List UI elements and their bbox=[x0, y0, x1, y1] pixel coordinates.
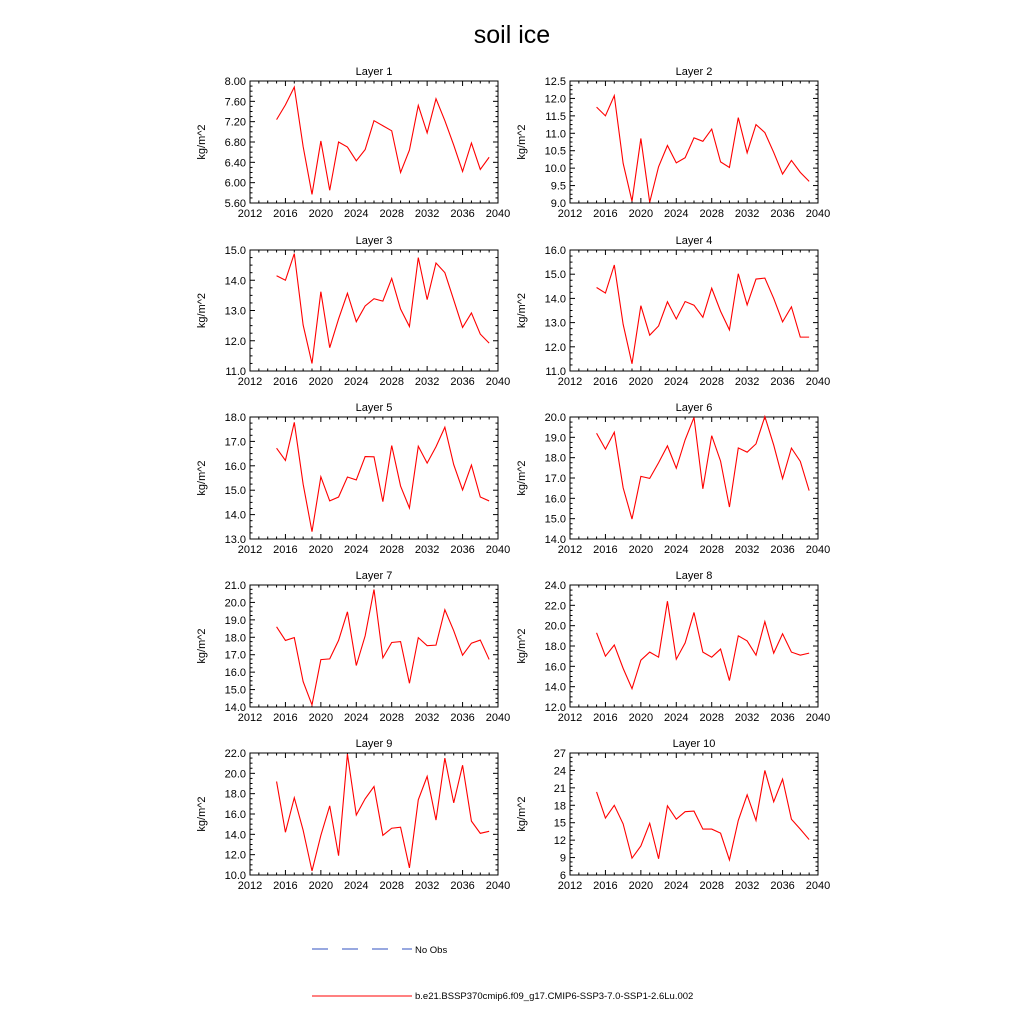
x-tick-label: 2040 bbox=[485, 880, 511, 892]
x-tick-label: 2016 bbox=[593, 208, 618, 220]
y-tick-label: 15.0 bbox=[224, 684, 246, 697]
x-tick-label: 2028 bbox=[699, 208, 724, 220]
x-tick-label: 2040 bbox=[805, 712, 831, 724]
series-line bbox=[597, 601, 810, 688]
series-line bbox=[277, 754, 490, 871]
y-tick-label: 12.0 bbox=[544, 341, 566, 354]
y-tick-label: 18.0 bbox=[224, 412, 246, 424]
y-tick-label: 17.0 bbox=[544, 473, 566, 485]
panel-layer-1 bbox=[196, 66, 510, 220]
y-tick-label: 20.0 bbox=[224, 768, 246, 781]
x-tick-label: 2012 bbox=[557, 376, 583, 388]
y-tick-label: 16.0 bbox=[224, 460, 246, 473]
x-tick-label: 2016 bbox=[593, 544, 618, 556]
x-tick-label: 2016 bbox=[273, 880, 298, 892]
x-tick-label: 2040 bbox=[805, 880, 831, 892]
y-tick-label: 16.0 bbox=[544, 245, 566, 257]
x-tick-label: 2016 bbox=[593, 712, 618, 724]
x-tick-label: 2032 bbox=[734, 544, 760, 556]
plot-frame bbox=[250, 585, 498, 707]
x-tick-label: 2016 bbox=[273, 376, 298, 388]
x-tick-label: 2036 bbox=[450, 376, 475, 388]
series-line bbox=[277, 254, 490, 364]
x-tick-label: 2012 bbox=[237, 208, 263, 220]
x-tick-label: 2020 bbox=[628, 376, 654, 388]
y-tick-label: 6.40 bbox=[224, 157, 246, 170]
x-tick-label: 2040 bbox=[485, 544, 511, 556]
panel-layer-7 bbox=[196, 570, 510, 724]
x-tick-label: 2032 bbox=[734, 376, 760, 388]
x-tick-label: 2016 bbox=[273, 712, 298, 724]
x-tick-label: 2024 bbox=[664, 880, 689, 892]
panel-layer-4 bbox=[516, 235, 830, 388]
x-tick-label: 2020 bbox=[628, 544, 654, 556]
y-tick-label: 15 bbox=[553, 817, 566, 830]
x-tick-label: 2036 bbox=[770, 208, 795, 220]
x-tick-label: 2040 bbox=[805, 544, 831, 556]
x-tick-label: 2040 bbox=[805, 376, 831, 388]
panel-title: Layer 9 bbox=[355, 738, 393, 750]
plot-frame bbox=[570, 585, 818, 707]
series-line bbox=[277, 590, 490, 705]
x-tick-label: 2012 bbox=[237, 880, 263, 892]
y-tick-label: 12.0 bbox=[544, 702, 566, 714]
panel-layer-5 bbox=[196, 402, 510, 556]
x-tick-label: 2012 bbox=[237, 712, 263, 724]
y-tick-label: 6.00 bbox=[224, 177, 246, 190]
x-tick-label: 2028 bbox=[379, 712, 404, 724]
y-axis-label: kg/m^2 bbox=[196, 628, 208, 664]
plot-frame bbox=[570, 753, 818, 875]
y-tick-label: 17.0 bbox=[224, 649, 246, 662]
x-tick-label: 2032 bbox=[414, 712, 440, 724]
x-tick-label: 2012 bbox=[237, 376, 263, 388]
y-axis-label: kg/m^2 bbox=[516, 124, 528, 160]
panel-title: Layer 10 bbox=[672, 738, 716, 750]
plot-frame bbox=[250, 250, 498, 371]
y-tick-label: 10.5 bbox=[544, 145, 566, 158]
y-tick-label: 14.0 bbox=[544, 681, 566, 694]
y-tick-label: 27 bbox=[553, 748, 566, 760]
y-tick-label: 21.0 bbox=[224, 580, 246, 592]
y-axis-label: kg/m^2 bbox=[196, 292, 208, 329]
x-tick-label: 2024 bbox=[344, 880, 369, 892]
series-line bbox=[597, 417, 810, 519]
y-axis-label: kg/m^2 bbox=[516, 460, 528, 496]
series-line bbox=[597, 770, 810, 859]
x-tick-label: 2012 bbox=[557, 208, 583, 220]
x-tick-label: 2032 bbox=[414, 208, 440, 220]
y-tick-label: 12.5 bbox=[544, 76, 566, 88]
y-tick-label: 16.0 bbox=[224, 809, 246, 821]
y-tick-label: 12 bbox=[553, 835, 566, 848]
y-tick-label: 20.0 bbox=[544, 412, 566, 424]
x-tick-label: 2040 bbox=[485, 208, 511, 220]
x-tick-label: 2036 bbox=[770, 880, 795, 892]
x-tick-label: 2040 bbox=[485, 376, 511, 388]
y-axis-label: kg/m^2 bbox=[196, 460, 208, 496]
x-tick-label: 2036 bbox=[770, 544, 795, 556]
series-line bbox=[277, 422, 490, 531]
y-tick-label: 5.60 bbox=[224, 198, 246, 210]
y-axis-label: kg/m^2 bbox=[516, 292, 528, 329]
y-tick-label: 11.0 bbox=[545, 366, 566, 378]
series-line bbox=[597, 96, 810, 203]
y-tick-label: 12.0 bbox=[544, 93, 566, 106]
x-tick-label: 2028 bbox=[699, 544, 724, 556]
y-tick-label: 20.0 bbox=[224, 597, 246, 610]
x-tick-label: 2032 bbox=[414, 544, 440, 556]
x-tick-label: 2032 bbox=[414, 376, 440, 388]
y-axis-label: kg/m^2 bbox=[516, 628, 528, 664]
plot-frame bbox=[570, 417, 818, 539]
y-axis-label: kg/m^2 bbox=[516, 796, 528, 832]
x-tick-label: 2020 bbox=[308, 544, 334, 556]
x-tick-label: 2036 bbox=[450, 208, 475, 220]
x-tick-label: 2032 bbox=[734, 880, 760, 892]
y-tick-label: 11.5 bbox=[545, 110, 566, 123]
x-tick-label: 2016 bbox=[593, 880, 618, 892]
y-tick-label: 16.0 bbox=[224, 667, 246, 680]
panel-layer-10 bbox=[516, 738, 830, 892]
y-tick-label: 21 bbox=[553, 782, 566, 795]
y-tick-label: 16.0 bbox=[544, 493, 566, 506]
y-tick-label: 15.0 bbox=[224, 485, 246, 498]
panel-layer-8 bbox=[516, 570, 830, 724]
panel-layer-2 bbox=[516, 66, 830, 220]
x-tick-label: 2036 bbox=[450, 712, 475, 724]
panel-title: Layer 3 bbox=[355, 235, 393, 247]
x-tick-label: 2024 bbox=[344, 208, 369, 220]
y-tick-label: 9.0 bbox=[550, 198, 566, 210]
y-tick-label: 18.0 bbox=[224, 788, 246, 801]
y-tick-label: 10.0 bbox=[544, 163, 566, 176]
x-tick-label: 2024 bbox=[344, 544, 369, 556]
y-tick-label: 15.0 bbox=[224, 245, 246, 257]
y-tick-label: 10.0 bbox=[224, 870, 246, 882]
y-tick-label: 22.0 bbox=[224, 748, 246, 760]
panel-title: Layer 1 bbox=[355, 66, 393, 78]
y-tick-label: 20.0 bbox=[544, 620, 566, 633]
panel-title: Layer 7 bbox=[355, 570, 393, 582]
panel-layer-9 bbox=[196, 738, 510, 892]
x-tick-label: 2012 bbox=[557, 544, 583, 556]
y-tick-label: 24 bbox=[553, 765, 566, 778]
x-tick-label: 2016 bbox=[593, 376, 618, 388]
y-tick-label: 14.0 bbox=[224, 702, 246, 714]
x-tick-label: 2020 bbox=[308, 376, 334, 388]
x-tick-label: 2020 bbox=[308, 712, 334, 724]
y-tick-label: 18 bbox=[553, 800, 566, 813]
panel-layer-3 bbox=[196, 235, 510, 388]
y-tick-label: 11.0 bbox=[545, 128, 566, 141]
y-tick-label: 8.00 bbox=[224, 76, 246, 88]
y-tick-label: 19.0 bbox=[224, 614, 246, 627]
legend-obs-label: No Obs bbox=[415, 945, 448, 956]
y-tick-label: 17.0 bbox=[224, 436, 246, 449]
x-tick-label: 2024 bbox=[344, 376, 369, 388]
plot-frame bbox=[250, 81, 498, 203]
x-tick-label: 2028 bbox=[379, 376, 404, 388]
x-tick-label: 2036 bbox=[450, 880, 475, 892]
x-tick-label: 2024 bbox=[664, 544, 689, 556]
panel-title: Layer 2 bbox=[675, 66, 713, 78]
panel-title: Layer 6 bbox=[675, 402, 713, 414]
y-tick-label: 9.5 bbox=[550, 180, 566, 193]
y-tick-label: 7.60 bbox=[224, 96, 246, 109]
x-tick-label: 2024 bbox=[344, 712, 369, 724]
plot-frame bbox=[570, 250, 818, 371]
x-tick-label: 2020 bbox=[308, 208, 334, 220]
x-tick-label: 2020 bbox=[308, 880, 334, 892]
y-tick-label: 11.0 bbox=[225, 366, 246, 378]
y-tick-label: 12.0 bbox=[224, 335, 246, 348]
x-tick-label: 2028 bbox=[379, 544, 404, 556]
y-tick-label: 15.0 bbox=[544, 269, 566, 282]
y-tick-label: 7.20 bbox=[224, 116, 246, 129]
y-tick-label: 14.0 bbox=[544, 534, 566, 546]
y-axis-label: kg/m^2 bbox=[196, 796, 208, 832]
x-tick-label: 2028 bbox=[699, 712, 724, 724]
legend bbox=[312, 945, 693, 1002]
legend-model-label: b.e21.BSSP370cmip6.f09_g17.CMIP6-SSP3-7.0-SSP1-2.6Lu.002 bbox=[415, 991, 694, 1002]
y-tick-label: 22.0 bbox=[544, 600, 566, 613]
x-tick-label: 2012 bbox=[237, 544, 263, 556]
x-tick-label: 2032 bbox=[734, 208, 760, 220]
y-tick-label: 15.0 bbox=[544, 513, 566, 526]
y-tick-label: 14.0 bbox=[224, 829, 246, 842]
x-tick-label: 2036 bbox=[450, 544, 475, 556]
plot-frame bbox=[570, 81, 818, 203]
x-tick-label: 2028 bbox=[379, 880, 404, 892]
panel-title: Layer 4 bbox=[675, 235, 713, 247]
x-tick-label: 2024 bbox=[664, 376, 689, 388]
x-tick-label: 2032 bbox=[414, 880, 440, 892]
x-tick-label: 2028 bbox=[699, 880, 724, 892]
y-tick-label: 18.0 bbox=[544, 641, 566, 653]
x-tick-label: 2020 bbox=[628, 880, 654, 892]
x-tick-label: 2036 bbox=[770, 376, 795, 388]
panel-layer-6 bbox=[516, 402, 830, 556]
panels-container bbox=[196, 66, 830, 892]
plot-frame bbox=[250, 417, 498, 539]
y-tick-label: 18.0 bbox=[544, 452, 566, 465]
series-line bbox=[597, 265, 810, 364]
x-tick-label: 2028 bbox=[379, 208, 404, 220]
x-tick-label: 2020 bbox=[628, 208, 654, 220]
x-tick-label: 2036 bbox=[770, 712, 795, 724]
y-tick-label: 9 bbox=[559, 852, 566, 865]
figure-title: soil ice bbox=[473, 21, 551, 49]
y-tick-label: 24.0 bbox=[544, 580, 566, 592]
x-tick-label: 2016 bbox=[273, 208, 298, 220]
x-tick-label: 2040 bbox=[805, 208, 831, 220]
y-axis-label: kg/m^2 bbox=[196, 124, 208, 160]
y-tick-label: 13.0 bbox=[544, 317, 566, 330]
y-tick-label: 13.0 bbox=[224, 305, 246, 318]
x-tick-label: 2024 bbox=[664, 712, 689, 724]
y-tick-label: 14.0 bbox=[224, 275, 246, 288]
x-tick-label: 2028 bbox=[699, 376, 724, 388]
y-tick-label: 19.0 bbox=[544, 432, 566, 445]
x-tick-label: 2040 bbox=[485, 712, 511, 724]
y-tick-label: 6 bbox=[559, 870, 566, 882]
x-tick-label: 2012 bbox=[557, 880, 583, 892]
series-line bbox=[277, 87, 490, 194]
y-tick-label: 12.0 bbox=[224, 849, 246, 862]
y-tick-label: 14.0 bbox=[224, 509, 246, 522]
y-tick-label: 6.80 bbox=[224, 137, 246, 149]
y-tick-label: 16.0 bbox=[544, 661, 566, 674]
x-tick-label: 2016 bbox=[273, 544, 298, 556]
panel-title: Layer 5 bbox=[355, 402, 393, 414]
y-tick-label: 13.0 bbox=[224, 534, 246, 546]
x-tick-label: 2032 bbox=[734, 712, 760, 724]
panel-title: Layer 8 bbox=[675, 570, 713, 582]
y-tick-label: 14.0 bbox=[544, 293, 566, 306]
x-tick-label: 2024 bbox=[664, 208, 689, 220]
x-tick-label: 2012 bbox=[557, 712, 583, 724]
x-tick-label: 2020 bbox=[628, 712, 654, 724]
y-tick-label: 18.0 bbox=[224, 632, 246, 645]
